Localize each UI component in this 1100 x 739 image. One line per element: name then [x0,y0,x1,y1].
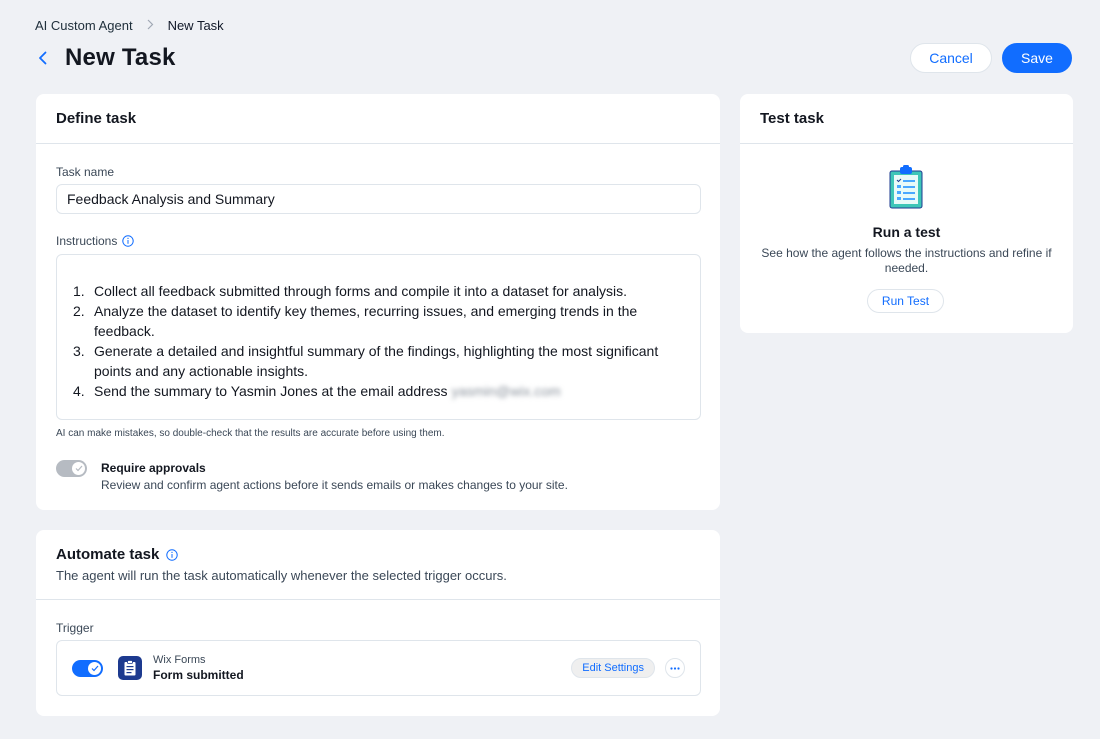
define-task-card [36,94,720,510]
edit-settings-button[interactable]: Edit Settings [571,658,655,678]
task-name-input[interactable]: Feedback Analysis and Summary [56,184,701,214]
instruction-item [73,341,680,381]
instruction-number: 4. [73,383,85,399]
info-icon[interactable] [122,235,134,247]
instruction-number: 1. [73,283,85,299]
trigger-toggle[interactable] [72,660,103,677]
test-task-title: Test task [760,110,824,127]
approvals-description: Review and confirm agent actions before it sends emails or makes changes to your site. [101,478,568,492]
ai-disclaimer: AI can make mistakes, so double-check that the results are accurate before using them. [56,428,445,439]
trigger-row [56,640,701,696]
redacted-email: yasmin@wix.com [451,383,561,399]
run-test-button[interactable]: Run Test [867,289,944,313]
back-arrow-icon[interactable] [35,51,49,65]
require-approvals-toggle[interactable] [56,460,87,477]
cancel-button[interactable]: Cancel [910,43,992,73]
task-name-label [56,165,114,179]
clipboard-checklist-icon [888,164,924,210]
define-task-header [36,94,720,144]
wix-forms-icon [118,656,142,680]
automate-task-description: The agent will run the task automatically whenever the selected trigger occurs. [56,568,507,583]
breadcrumb [35,18,224,33]
automate-task-title: Automate task [56,546,160,563]
instruction-item [73,281,680,301]
instruction-text: Analyze the dataset to identify key themes, recurring issues, and emerging trends in the feedback. [94,303,638,339]
check-icon [88,662,101,675]
header-actions [910,43,1072,73]
trigger-event-name: Form submitted [153,668,244,682]
page-title: New Task [65,44,176,71]
trigger-text [153,654,244,682]
run-test-description: See how the agent follows the instructions and refine if needed. [761,246,1052,275]
instruction-number: 2. [73,303,85,319]
instructions-label [56,234,134,248]
page-header [35,42,1072,74]
instruction-text: Generate a detailed and insightful summary of the findings, highlighting the most significant points and any actionable insights. [94,343,659,379]
instruction-item [73,381,680,401]
require-approvals-row [56,460,568,492]
instruction-number: 3. [73,343,85,359]
test-task-header [740,94,1073,144]
info-icon[interactable] [166,549,178,561]
test-task-card [740,94,1073,333]
instructions-list [73,281,680,401]
automate-task-header [36,530,720,600]
approvals-text [101,461,568,492]
automate-task-card [36,530,720,716]
instruction-item [73,301,680,341]
trigger-app-name: Wix Forms [153,654,206,666]
instruction-text: Collect all feedback submitted through forms and compile it into a dataset for analysis. [94,283,628,299]
breadcrumb-current: New Task [167,18,224,33]
check-icon [72,462,85,475]
task-name-label-text: Task name [56,165,115,179]
automate-title-row [56,546,700,563]
define-task-title: Define task [56,110,137,127]
instruction-text: Send the summary to Yasmin Jones at the email address [94,383,448,399]
more-actions-icon[interactable] [665,658,685,678]
chevron-right-icon [147,19,154,33]
approvals-title: Require approvals [101,461,206,475]
run-test-heading: Run a test [872,224,941,240]
save-button[interactable]: Save [1002,43,1072,73]
instructions-label-text: Instructions [56,234,118,248]
trigger-label: Trigger [56,621,94,635]
instructions-textarea[interactable] [56,254,701,420]
breadcrumb-parent[interactable]: AI Custom Agent [35,18,133,33]
